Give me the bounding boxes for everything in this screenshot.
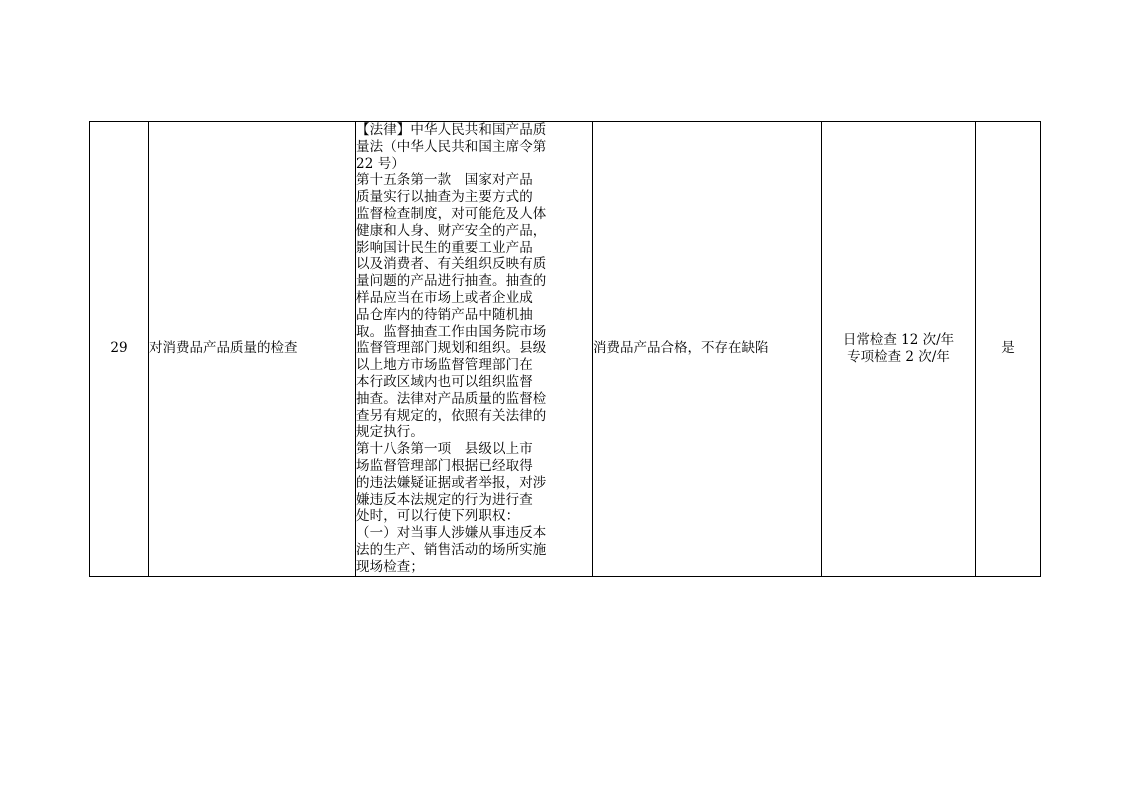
legal-basis-line: （一）对当事人涉嫌从事违反本 [356,525,547,542]
legal-basis-line: 第十五条第一款 国家对产品 [356,172,533,189]
inspection-standard: 消费品产品合格，不存在缺陷 [593,122,822,577]
legal-basis-line: 嫌违反本法规定的行为进行查 [356,491,533,508]
legal-basis-line: 影响国计民生的重要工业产品 [356,239,533,256]
legal-basis-line: 量法（中华人民共和国主席令第 [356,138,547,155]
legal-basis-line: 抽查。法律对产品质量的监督检 [356,390,547,407]
frequency-daily: 日常检查 12 次/年 [842,331,955,348]
legal-basis-line: 处时，可以行使下列职权： [356,508,520,525]
legal-basis-line: 质量实行以抽查为主要方式的 [356,189,533,206]
inspection-frequency [822,122,976,577]
legal-basis-line: 取。监督抽查工作由国务院市场 [356,323,547,340]
legal-basis-line: 的违法嫌疑证据或者举报，对涉 [356,474,547,491]
table-row [90,122,1041,577]
legal-basis-line: 22 号） [356,155,405,172]
flag-cell: 是 [976,122,1041,577]
legal-basis-line: 监督管理部门规划和组织。县级 [356,340,547,357]
inspection-table [89,121,1041,577]
legal-basis-line: 以上地方市场监督管理部门在 [356,357,533,374]
legal-basis-line: 【法律】中华人民共和国产品质 [356,122,547,138]
legal-basis-line: 健康和人身、财产安全的产品， [356,222,547,239]
inspection-item: 对消费品产品质量的检查 [149,122,356,577]
legal-basis-line: 场监督管理部门根据已经取得 [356,457,533,474]
legal-basis-line: 量问题的产品进行抽查。抽查的 [356,273,547,290]
legal-basis-line: 第十八条第一项 县级以上市 [356,441,533,458]
legal-basis-line: 查另有规定的，依照有关法律的 [356,407,547,424]
row-number: 29 [90,122,149,577]
legal-basis [356,122,593,577]
legal-basis-line: 规定执行。 [356,424,424,441]
legal-basis-line: 以及消费者、有关组织反映有质 [356,256,547,273]
legal-basis-line: 法的生产、销售活动的场所实施 [356,541,547,558]
legal-basis-line: 现场检查； [356,558,424,575]
legal-basis-line: 品仓库内的待销产品中随机抽 [356,306,533,323]
legal-basis-line: 本行政区域内也可以组织监督 [356,373,533,390]
legal-basis-line: 监督检查制度，对可能危及人体 [356,205,547,222]
legal-basis-line: 样品应当在市场上或者企业成 [356,289,533,306]
frequency-special: 专项检查 2 次/年 [847,348,950,365]
